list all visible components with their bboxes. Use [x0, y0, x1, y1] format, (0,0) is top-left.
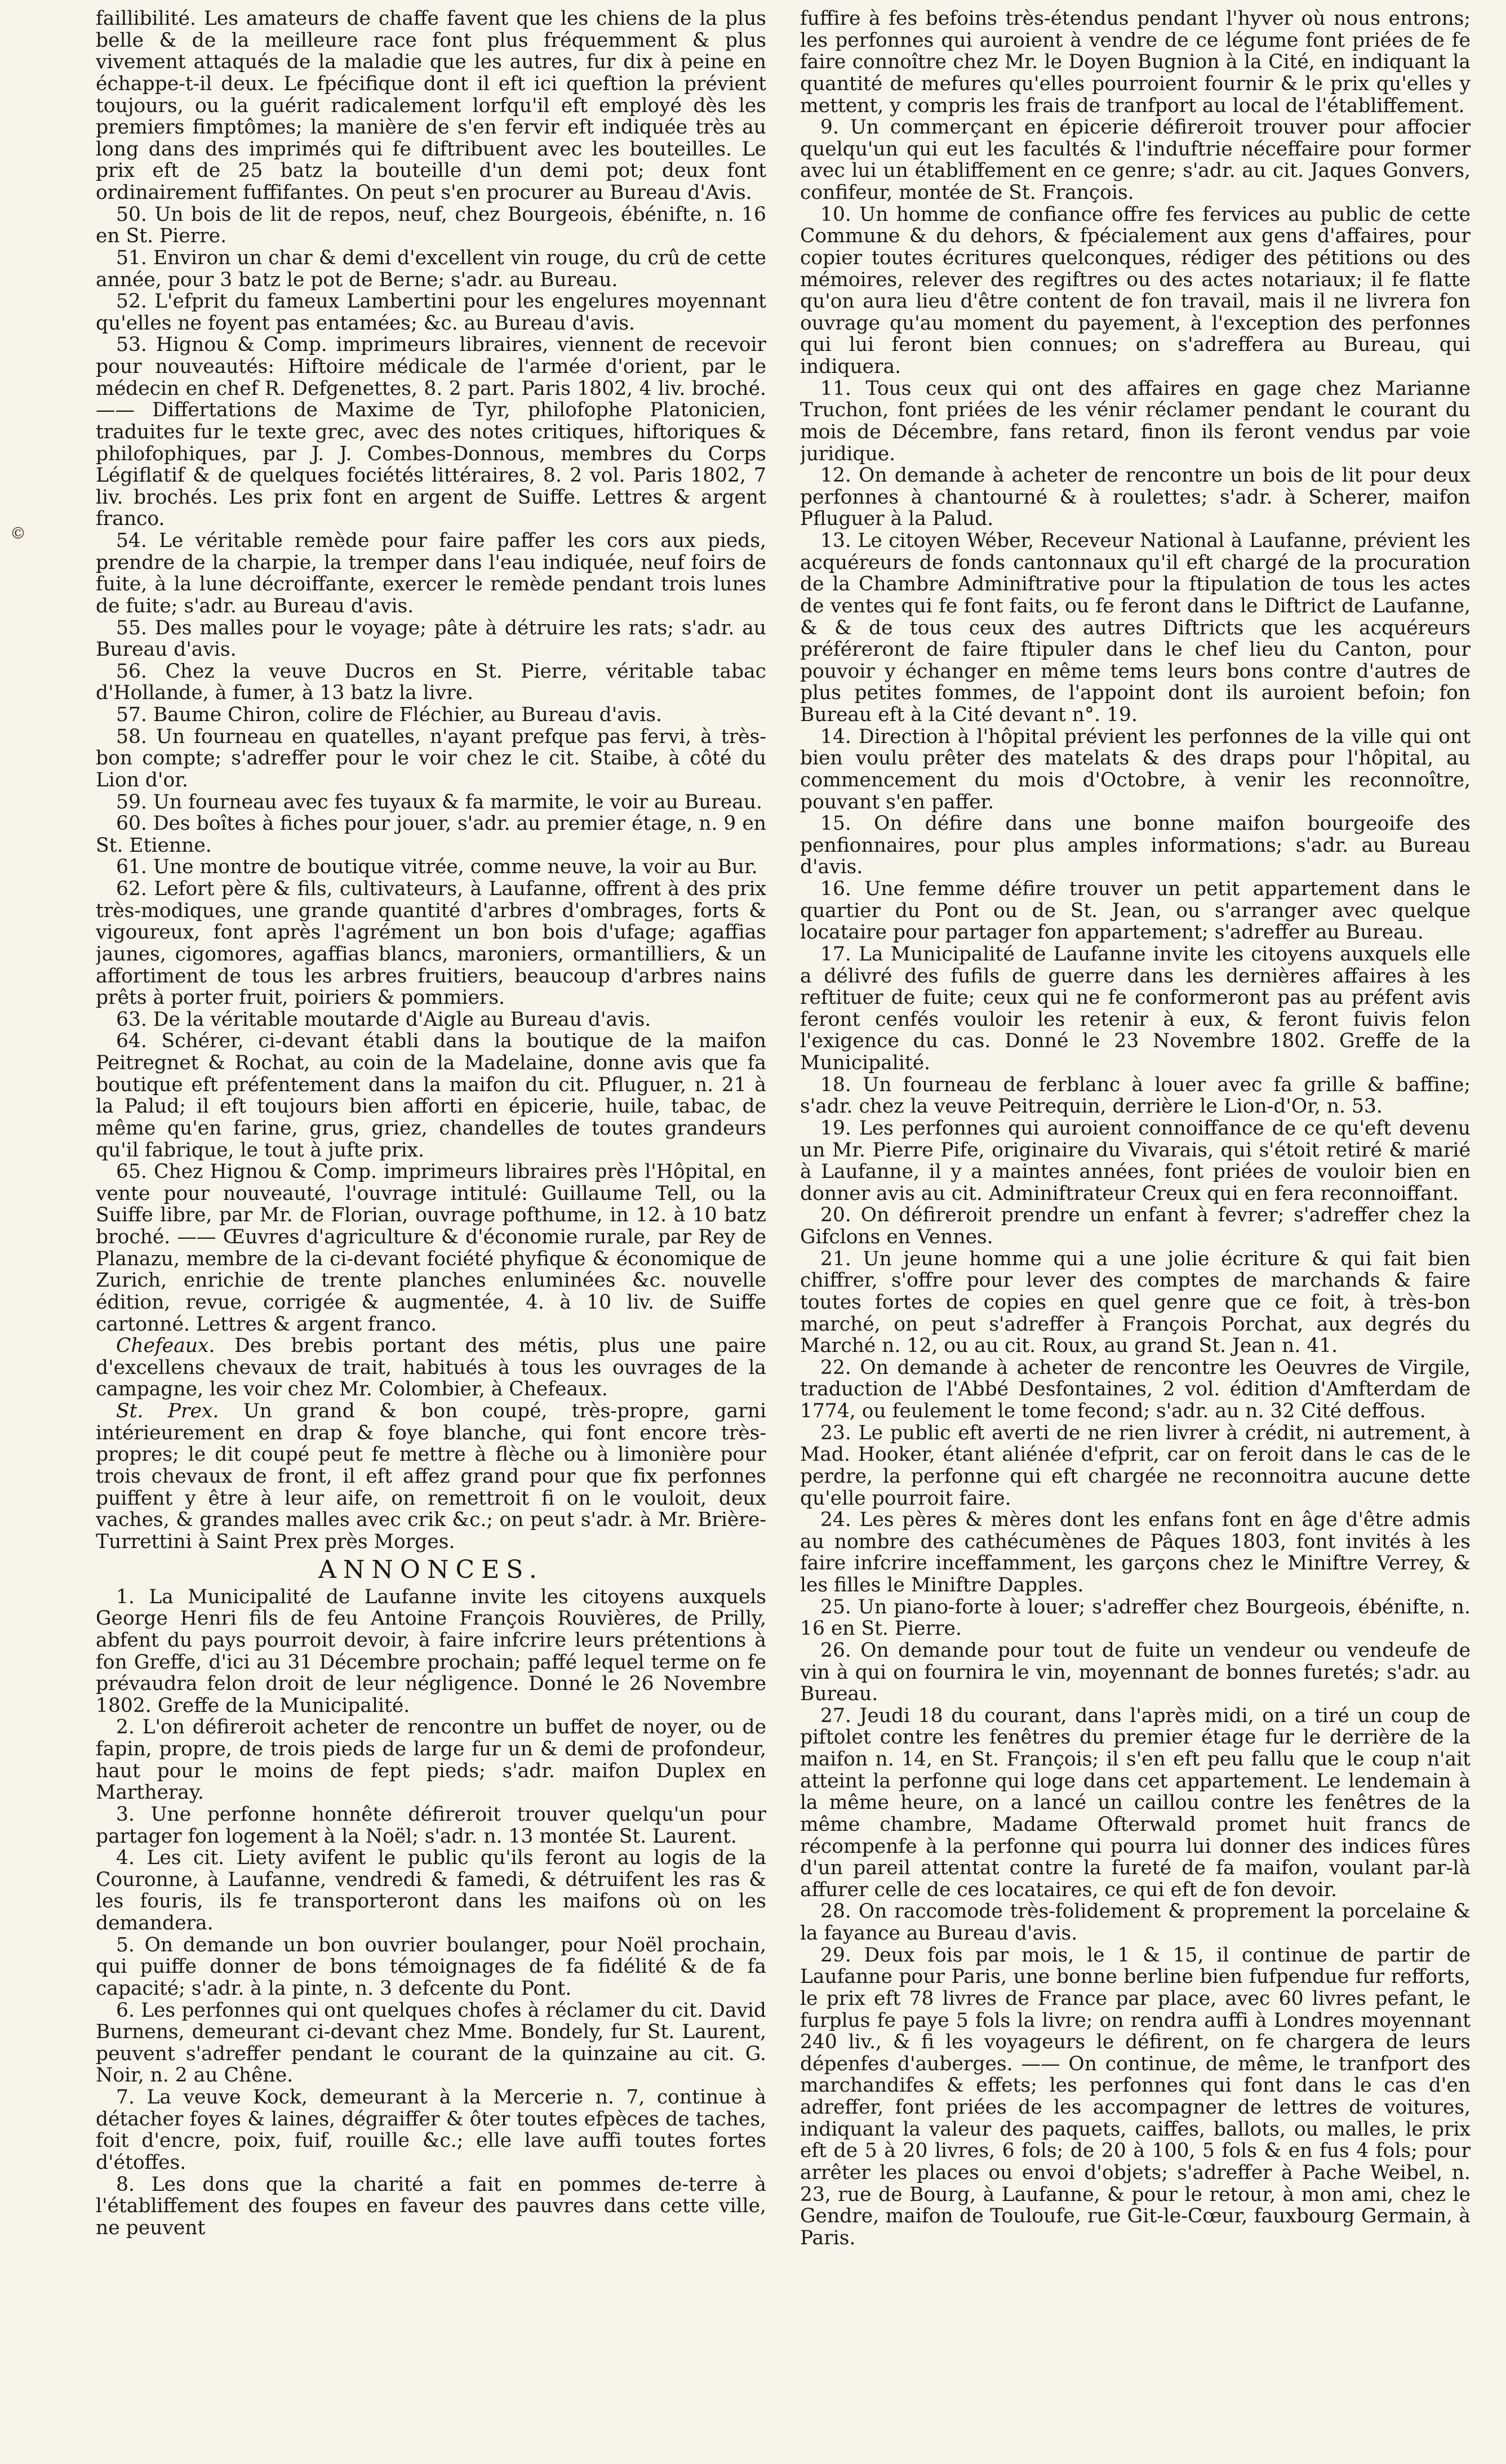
notice-item: 55. Des malles pour le voyage; pâte à détruire les rats; s'adr. au Bureau d'avis. [96, 616, 766, 661]
notice-item: 12. On demande à acheter de rencontre un bois de lit pour deux perfonnes à chantourné & à roulettes; s'adr. à Scherer, maifon Pfluguer à la Palud. [800, 464, 1471, 531]
notice-item: 15. On défire dans une bonne maifon bourgeoife des penfionnaires, pour plus amples informations; s'adr. au Bureau d'avis. [800, 812, 1471, 879]
continued-text: faillibilité. Les amateurs de chaffe favent que les chiens de la plus belle & de la meilleure race font plus fréquemment & plus vivement attaqués de la maladie que les autres, fur dix à peine en échappe-t-il deux. Le fpécifique dont il eft ici queftion la prévient toujours, ou la guérit radicalement lorfqu'il eft employé dès les premiers fimptômes; la manière de s'en fervir eft indiquée très au long dans des imprimés qui fe diftribuent avec les bouteilles. Le prix eft de 25 batz la bouteille d'un demi pot; deux font ordinairement fuffifantes. On peut s'en procurer au Bureau d'Avis. [96, 8, 766, 204]
notice-item: 29. Deux fois par mois, le 1 & 15, il continue de partir de Laufanne pour Paris, une bonne berline bien fufpendue fur refforts, le prix eft 78 livres de France par place, avec 60 livres pefant, le furplus fe paye 5 fols la livre; on rendra auffi à Londres moyennant 240 liv., & fi les voyageurs le défirent, on fe chargera de leurs dépenfes d'auberges. —— On continue, de même, le tranfport des marchandifes & effets; les perfonnes qui font dans le cas d'en adreffer, font priées de les accompagner de lettres de voitures, indiquant la valeur des paquets, caiffes, ballots, ou malles, le prix eft de 5 à 20 livres, 6 fols; de 20 à 100, 5 fols & en fus 4 fols; pour arrêter les places ou envoi d'objets; s'adreffer à Pache Weibel, n. 23, rue de Bourg, à Laufanne, & pour le retour, à mon ami, chez le Gendre, maifon de Touloufe, rue Git-le-Cœur, fauxbourg Germain, à Paris. [800, 1943, 1471, 2249]
notice-item: 11. Tous ceux qui ont des affaires en gage chez Marianne Truchon, font priées de les vénir réclamer pendant le courant du mois de Décembre, fans retard, finon ils feront vendus par voie juridique. [800, 377, 1471, 465]
notice-item: 51. Environ un char & demi d'excellent vin rouge, du crû de cette année, pour 3 batz le pot de Berne; s'adr. au Bureau. [96, 246, 766, 291]
notice-item: 4. Les cit. Liety avifent le public qu'ils feront au logis de la Couronne, à Laufanne, vendredi & famedi, & détruifent les ras & les fouris, ils fe transporteront dans les maifons où on les demandera. [96, 1847, 766, 1935]
section-heading: ANNONCES. [318, 1555, 544, 1585]
notice-item: 22. On demande à acheter de rencontre les Oeuvres de Virgile, traduction de l'Abbé Desfontaines, 2 vol. édition d'Amfterdam de 1774, ou feulement le tome fecond; s'adr. au n. 32 Cité deffous. [800, 1356, 1471, 1422]
notice-item: 64. Schérer, ci-devant établi dans la boutique de la maifon Peitregnet & Rochat, au coin de la Madelaine, donne avis que fa boutique eft préfentement dans la maifon du cit. Pfluguer, n. 21 à la Palud; il eft toujours bien afforti en épicerie, huile, tabac, de même qu'en farine, grus, griez, chandelles de toutes grandeurs qu'il fabrique, le tout à jufte prix. [96, 1030, 766, 1162]
notice-item: 10. Un homme de confiance offre fes fervices au public de cette Commune & du dehors, & fpécialement aux gens d'affaires, pour copier toutes écritures quelconques, rédiger des pétitions ou des mémoires, relever des regiftres ou des actes notariaux; il fe flatte qu'on aura lieu d'être content de fon travail, mais il ne livrera fon ouvrage qu'au moment du payement, à l'exception des perfonnes qui lui feront bien connues; on s'adreffera au Bureau, qui indiquera. [800, 203, 1471, 378]
notice-text: Des brebis portant des métis, plus une paire d'excellens chevaux de trait, habitués à tous les ouvrages de la campagne, les voir chez Mr. Colombier, à Chefeaux. [96, 1335, 766, 1401]
notice-item: 14. Direction à l'hôpital prévient les perfonnes de la ville qui ont bien voulu prêter des matelats & des draps pour l'hôpital, au commencement du mois d'Octobre, à venir les reconnoître, pouvant s'en paffer. [800, 725, 1471, 813]
notice-item: 16. Une femme défire trouver un petit appartement dans le quartier du Pont ou de St. Jean, ou s'arranger avec quelque locataire pour partager fon appartement; s'adreffer au Bureau. [800, 878, 1471, 944]
notice-item: 54. Le véritable remède pour faire paffer les cors aux pieds, prendre de la charpie, la tremper dans l'eau indiquée, neuf foirs de fuite, à la lune décroiffante, exercer le remède pendant trois lunes de fuite; s'adr. au Bureau d'avis. [96, 530, 766, 617]
notice-item: 2. L'on défireroit acheter de rencontre un buffet de noyer, ou de fapin, propre, de trois pieds de large fur un & demi de profondeur, haut pour le moins de fept pieds; s'adr. maifon Duplex en Martheray. [96, 1716, 766, 1804]
right-column [800, 8, 1471, 2441]
place-notice [96, 1335, 766, 1400]
notice-item: 60. Des boîtes à fiches pour jouer, s'adr. au premier étage, n. 9 en St. Etienne. [96, 812, 766, 857]
notice-item: 19. Les perfonnes qui auroient connoiffance de ce qu'eft devenu un Mr. Pierre Pife, originaire du Vivarais, qui s'étoit retiré & marié à Laufanne, il y a maintes années, font priées de vouloir bien en donner avis au cit. Adminiftrateur Creux qui en fera reconnoiffant. [800, 1117, 1471, 1205]
notice-item: 1. La Municipalité de Laufanne invite les citoyens auxquels George Henri fils de feu Antoine François Rouvières, de Prilly, abfent du pays pourroit devoir, à faire infcrire leurs prétentions à fon Greffe, d'ici au 31 Décembre prochain; paffé lequel terme on fe prévaudra felon droit de leur négligence. Donné le 26 Novembre 1802. Greffe de la Municipalité. [96, 1585, 766, 1717]
notice-item: 57. Baume Chiron, colire de Fléchier, au Bureau d'avis. [116, 704, 662, 726]
notice-text: Un grand & bon coupé, très-propre, garni intérieurement en drap & foye blanche, qui font encore très-propres; le dit coupé peut fe mettre à flèche ou à limonière pour trois chevaux de front, il eft affez grand pour que fix perfonnes puiffent y être à leur aife, on remettroit fi on le vouloit, deux vaches, & grandes malles avec crik &c.; on peut s'adr. à Mr. Brière-Turrettini à Saint Prex près Morges. [96, 1400, 766, 1553]
notice-item: 58. Un fourneau en quatelles, n'ayant prefque pas fervi, à très-bon compte; s'adreffer pour le voir chez le cit. Staibe, à côté du Lion d'or. [96, 725, 766, 791]
notice-item: 25. Un piano-forte à louer; s'adreffer chez Bourgeois, ébénifte, n. 16 en St. Pierre. [800, 1595, 1471, 1640]
notice-item: 6. Les perfonnes qui ont quelques chofes à réclamer du cit. David Burnens, demeurant ci-devant chez Mme. Bondely, fur St. Laurent, peuvent s'adreffer pendant le courant de la quinzaine au cit. G. Noir, n. 2 au Chêne. [96, 1999, 766, 2087]
notice-item: 7. La veuve Kock, demeurant à la Mercerie n. 7, continue à détacher foyes & laines, dégraiffer & ôter toutes efpèces de taches, foit d'encre, poix, fuif, rouille &c.; elle lave auffi toutes fortes d'étoffes. [96, 2086, 766, 2174]
notice-item: 63. De la véritable moutarde d'Aigle au Bureau d'avis. [116, 1008, 651, 1031]
place-name: St. Prex. [116, 1400, 219, 1422]
margin-mark: © [10, 524, 26, 542]
notice-item: 59. Un fourneau avec fes tuyaux & fa marmite, le voir au Bureau. [116, 790, 763, 813]
notice-item: 26. On demande pour tout de fuite un vendeur ou vendeufe de vin à qui on fournira le vin, moyennant de bonnes furetés; s'adr. au Bureau. [800, 1639, 1471, 1706]
notice-item: 61. Une montre de boutique vitrée, comme neuve, la voir au Bur. [116, 856, 758, 879]
notice-item: 65. Chez Hignou & Comp. imprimeurs libraires près l'Hôpital, en vente pour nouveauté, l'ouvrage intitulé: Guillaume Tell, ou la Suiffe libre, par Mr. de Florian, ouvrage pofthume, in 12. à 10 batz broché. —— Œuvres d'agriculture & d'économie rurale, par Rey de Planazu, membre de la ci-devant fociété phyfique & économique de Zurich, enrichie de trente planches enluminées &c. nouvelle édition, revue, corrigée & augmentée, 4. à 10 liv. de Suiffe cartonné. Lettres & argent franco. [96, 1160, 766, 1336]
notice-item: 18. Un fourneau de ferblanc à louer avec fa grille & baffine; s'adr. chez la veuve Peitrequin, derrière le Lion-d'Or, n. 53. [800, 1073, 1471, 1118]
place-name: Chefeaux. [116, 1335, 215, 1358]
notice-item: 5. On demande un bon ouvrier boulanger, pour Noël prochain, qui puiffe donner de bons témoignages de fa fidélité & de fa capacité; s'adr. à la pinte, n. 3 defcente du Pont. [96, 1933, 766, 2000]
notice-item: 21. Un jeune homme qui a une jolie écriture & qui fait bien chiffrer, s'offre pour lever des comptes de marchands & faire toutes fortes de copies en quel genre que ce foit, à très-bon marché, on peut s'adreffer à François Porchat, aux degrés du Marché n. 12, ou au cit. Roux, au grand St. Jean n. 41. [800, 1247, 1471, 1358]
notice-item: 8. Les dons que la charité a fait en pommes de-terre à l'établiffement des foupes en faveur des pauvres dans cette ville, ne peuvent [96, 2173, 766, 2239]
notice-item: 50. Un bois de lit de repos, neuf, chez Bourgeois, ébénifte, n. 16 en St. Pierre. [96, 203, 766, 248]
notice-item: 9. Un commerçant en épicerie défireroit trouver pour affocier quelqu'un qui eut les facultés & l'induftrie néceffaire pour former avec lui un établiffement en ce genre; s'adr. au cit. Jaques Gonvers, confifeur, montée de St. François. [800, 116, 1471, 204]
columns [96, 8, 1472, 2441]
notice-item: 62. Lefort père & fils, cultivateurs, à Laufanne, offrent à des prix très-modiques, une grande quantité d'arbres d'ombrages, forts & vigoureux, font après l'agrément un bon bois d'ufage; agaffias jaunes, cigomores, agaffias blancs, maroniers, ormantilliers, & un affortiment de tous les arbres fruitiers, beaucoup d'arbres nains prêts à porter fruit, poiriers & pommiers. [96, 878, 766, 1009]
notice-item: 56. Chez la veuve Ducros en St. Pierre, véritable tabac d'Hollande, à fumer, à 13 batz la livre. [96, 660, 766, 705]
notice-item: 24. Les pères & mères dont les enfans font en âge d'être admis au nombre des cathécumènes de Pâques 1803, font invités à les faire infcrire inceffamment, les garçons chez le Miniftre Verrey, & les filles le Miniftre Dapples. [800, 1509, 1471, 1596]
notice-item: 20. On défireroit prendre un enfant à fevrer; s'adreffer chez la Gifclons en Vennes. [800, 1204, 1471, 1248]
continued-text: fuffire à fes befoins très-étendus pendant l'hyver où nous entrons; les perfonnes qui auroient à vendre de ce légume font priées de fe faire connoître chez Mr. le Doyen Bugnion à la Cité, en indiquant la quantité de mefures qu'elles pourroient fournir & le prix qu'elles y mettent, y compris les frais de tranfport au local de l'établiffement. [800, 8, 1471, 117]
left-column [96, 8, 766, 2441]
notice-item: 28. On raccomode très-folidement & proprement la porcelaine & la fayance au Bureau d'avis. [800, 1900, 1471, 1945]
notice-item: 52. L'efprit du fameux Lambertini pour les engelures moyennant qu'elles ne foyent pas entamées; &c. au Bureau d'avis. [96, 290, 766, 335]
notice-item: 13. Le citoyen Wéber, Receveur National à Laufanne, prévient les acquéreurs de fonds cantonnaux qu'il eft chargé de la procuration de la Chambre Adminiftrative pour la ftipulation de tous les actes de ventes qui fe font faits, ou fe feront dans le Diftrict de Laufanne, & & de tous ceux des autres Diftricts que les acquéreurs préféreront de faire ftipuler dans le chef lieu du Canton, pour pouvoir y échanger en même tems leurs bons contre d'autres de plus petites fommes, de l'appoint dont ils auroient befoin; fon Bureau eft à la Cité devant n°. 19. [800, 530, 1471, 726]
notice-item: 17. La Municipalité de Laufanne invite les citoyens auxquels elle a délivré des fufils de guerre dans les dernières affaires à les reftituer de fuite; ceux qui ne fe conformeront pas au préfent avis feront cenfés vouloir les retenir à eux, & feront fuivis felon l'exigence du cas. Donné le 23 Novembre 1802. Greffe de la Municipalité. [800, 942, 1471, 1074]
place-notice [96, 1400, 766, 1553]
notice-item: 23. Le public eft averti de ne rien livrer à crédit, ni autrement, à Mad. Hooker, étant aliénée d'efprit, car on feroit dans le cas de le perdre, la perfonne qui eft chargée ne reconnoitra aucune dette qu'elle pourroit faire. [800, 1421, 1471, 1510]
notice-item: 27. Jeudi 18 du courant, dans l'après midi, on a tiré un coup de piftolet contre les fenêtres du premier étage fur le derrière de la maifon n. 14, en St. François; il s'en eft peu fallu que le coup n'ait atteint la perfonne qui loge dans cet appartement. Le lendemain à la même heure, on a lancé un caillou contre les fenêtres de la même chambre, Madame Ofterwald promet huit francs de récompenfe à la perfonne qui pourra lui donner des indices fûres d'un pareil attentat contre la fureté de fa maifon, voulant par-là affurer celle de ces locataires, ce qui eft de fon devoir. [800, 1704, 1471, 1901]
notice-item: 3. Une perfonne honnête défireroit trouver quelqu'un pour partager fon logement à la Noël; s'adr. n. 13 montée St. Laurent. [96, 1803, 766, 1848]
notice-item: 53. Hignou & Comp. imprimeurs libraires, viennent de recevoir pour nouveautés: Hiftoire médicale de l'armée d'orient, par le médecin en chef R. Defgenettes, 8. 2 part. Paris 1802, 4 liv. broché. —— Differtations de Maxime de Tyr, philofophe Platonicien, traduites fur le texte grec, avec des notes critiques, hiftoriques & philofophiques, par J. J. Combes-Donnous, membres du Corps Légiflatif & de quelques fociétés littéraires, 8. 2 vol. Paris 1802, 7 liv. brochés. Les prix font en argent de Suiffe. Lettres & argent franco. [96, 333, 766, 531]
